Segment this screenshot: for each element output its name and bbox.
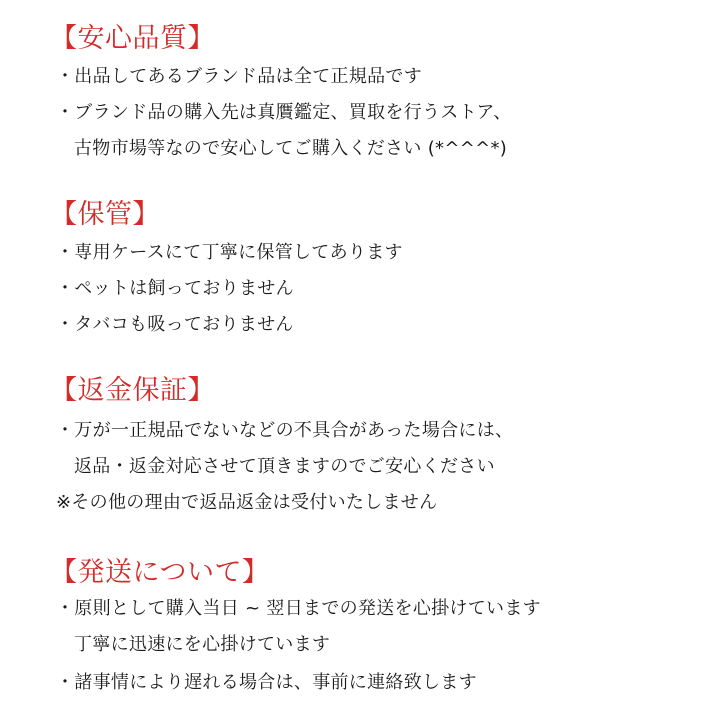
storage-line-3: ・タバコも吸っておりません — [56, 314, 294, 335]
refund-line-1: ・万が一正規品でないなどの不具合があった場合には、 — [56, 420, 514, 441]
quality-line-1: ・出品してあるブランド品は全て正規品です — [56, 66, 422, 87]
shipping-line-2: 丁寧に迅速にを心掛けています — [74, 634, 331, 655]
section-heading-shipping: 【発送について】 — [50, 557, 270, 588]
section-heading-storage: 【保管】 — [50, 199, 160, 230]
section-heading-refund: 【返金保証】 — [50, 375, 215, 406]
quality-line-2: ・ブランド品の購入先は真贋鑑定、買取を行うストア、 — [56, 102, 512, 123]
refund-line-3: ※その他の理由で返品返金は受付いたしません — [56, 492, 438, 513]
storage-line-1: ・専用ケースにて丁寧に保管してあります — [56, 242, 403, 263]
storage-line-2: ・ペットは飼っておりません — [56, 278, 294, 299]
shipping-line-3: ・諸事情により遅れる場合は、事前に連絡致します — [56, 672, 477, 693]
shipping-line-1: ・原則として購入当日 ~ 翌日までの発送を心掛けています — [56, 598, 541, 619]
quality-line-3: 古物市場等なので安心してご購入ください (*^^^*) — [74, 138, 508, 159]
refund-line-2: 返品・返金対応させて頂きますのでご安心ください — [74, 456, 495, 477]
section-heading-quality: 【安心品質】 — [50, 23, 215, 54]
